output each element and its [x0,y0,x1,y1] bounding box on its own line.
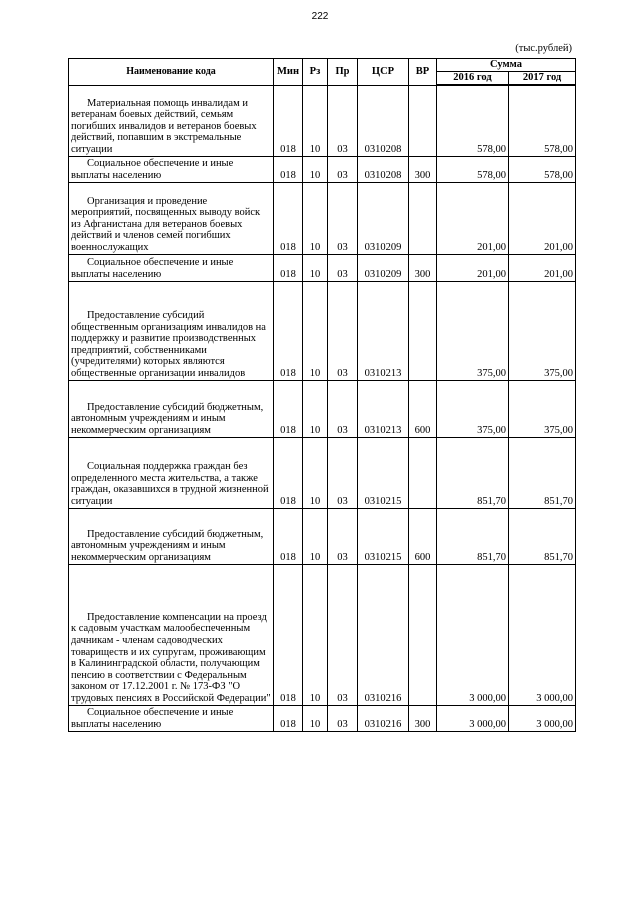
row-2017: 851,70 [509,437,576,508]
row-min: 018 [274,254,303,281]
row-2016: 851,70 [437,437,509,508]
budget-table [68,58,576,732]
header-name: Наименование кода [69,59,274,86]
row-csr: 0310208 [358,85,409,156]
header-vr: ВР [409,59,437,86]
row-csr: 0310209 [358,182,409,254]
row-pr: 03 [328,85,358,156]
row-name: Предоставление субсидий бюджетным, автономным учреждениям и иным некоммерческим организациям [69,380,274,437]
row-pr: 03 [328,182,358,254]
row-2016: 201,00 [437,182,509,254]
row-rz: 10 [303,281,328,380]
row-name: Материальная помощь инвалидам и ветеранам боевых действий, семьям погибших инвалидов и ветеранов боевых действий, попавшим в экстремальные ситуации [69,85,274,156]
row-min: 018 [274,182,303,254]
page-number: 222 [311,11,329,22]
table-row [69,182,576,254]
row-vr [409,437,437,508]
row-2017: 375,00 [509,281,576,380]
row-pr: 03 [328,281,358,380]
row-rz: 10 [303,85,328,156]
row-2016: 375,00 [437,380,509,437]
table-row [69,508,576,564]
row-2017: 3 000,00 [509,705,576,731]
row-pr: 03 [328,380,358,437]
table-row [69,254,576,281]
row-csr: 0310216 [358,564,409,705]
row-2016: 851,70 [437,508,509,564]
table-row [69,437,576,508]
header-sum: Сумма [437,59,576,72]
row-2016: 578,00 [437,156,509,182]
row-min: 018 [274,281,303,380]
row-name: Предоставление компенсации на проезд к садовым участкам малообеспеченным дачникам - членам садоводческих товариществ и их супругам, проживающим в Калининградской области, получающим пенсию в соответствии с Федеральным законом от 17.12.2001 г. № 173-ФЗ "О трудовых пенсиях в Российской Федерации" [69,564,274,705]
row-min: 018 [274,705,303,731]
row-2017: 578,00 [509,156,576,182]
row-min: 018 [274,437,303,508]
row-pr: 03 [328,508,358,564]
row-csr: 0310215 [358,508,409,564]
table-row [69,156,576,182]
row-vr [409,281,437,380]
header-min: Мин [274,59,303,86]
row-csr: 0310215 [358,437,409,508]
table-row [69,705,576,731]
row-2017: 578,00 [509,85,576,156]
row-pr: 03 [328,564,358,705]
row-rz: 10 [303,182,328,254]
header-csr: ЦСР [358,59,409,86]
row-2016: 201,00 [437,254,509,281]
row-2017: 3 000,00 [509,564,576,705]
row-name: Социальное обеспечение и иные выплаты населению [69,156,274,182]
row-csr: 0310213 [358,380,409,437]
row-rz: 10 [303,254,328,281]
row-vr: 300 [409,156,437,182]
table-row [69,85,576,156]
row-name: Социальное обеспечение и иные выплаты населению [69,254,274,281]
row-csr: 0310209 [358,254,409,281]
row-name: Организация и проведение мероприятий, посвященных выводу войск из Афганистана для ветеранов боевых действий и членов семей погибших военнослужащих [69,182,274,254]
header-2017: 2017 год [509,72,576,86]
row-2016: 3 000,00 [437,564,509,705]
row-csr: 0310213 [358,281,409,380]
row-vr: 600 [409,508,437,564]
row-vr [409,564,437,705]
row-vr [409,182,437,254]
row-2017: 375,00 [509,380,576,437]
row-rz: 10 [303,156,328,182]
units-label: (тыс.рублей) [515,43,572,54]
row-vr: 300 [409,254,437,281]
row-min: 018 [274,564,303,705]
row-vr [409,85,437,156]
row-pr: 03 [328,156,358,182]
table-row [69,281,576,380]
row-pr: 03 [328,705,358,731]
row-min: 018 [274,508,303,564]
row-rz: 10 [303,564,328,705]
row-vr: 300 [409,705,437,731]
row-min: 018 [274,380,303,437]
row-pr: 03 [328,254,358,281]
row-2017: 201,00 [509,182,576,254]
header-rz: Рз [303,59,328,86]
row-name: Предоставление субсидий общественным организациям инвалидов на поддержку и развитие производственных предприятий, собственниками (учредителями) которых являются общественные организации инвалидов [69,281,274,380]
row-name: Социальная поддержка граждан без определенного места жительства, а также граждан, оказавшихся в трудной жизненной ситуации [69,437,274,508]
row-2016: 3 000,00 [437,705,509,731]
row-min: 018 [274,156,303,182]
row-rz: 10 [303,380,328,437]
table-row [69,380,576,437]
row-vr: 600 [409,380,437,437]
row-2016: 578,00 [437,85,509,156]
row-rz: 10 [303,437,328,508]
row-rz: 10 [303,508,328,564]
header-pr: Пр [328,59,358,86]
row-csr: 0310216 [358,705,409,731]
row-2017: 851,70 [509,508,576,564]
row-2017: 201,00 [509,254,576,281]
row-min: 018 [274,85,303,156]
row-name: Социальное обеспечение и иные выплаты населению [69,705,274,731]
table-row [69,564,576,705]
row-rz: 10 [303,705,328,731]
header-2016: 2016 год [437,72,509,86]
row-csr: 0310208 [358,156,409,182]
row-pr: 03 [328,437,358,508]
row-2016: 375,00 [437,281,509,380]
row-name: Предоставление субсидий бюджетным, автономным учреждениям и иным некоммерческим организациям [69,508,274,564]
